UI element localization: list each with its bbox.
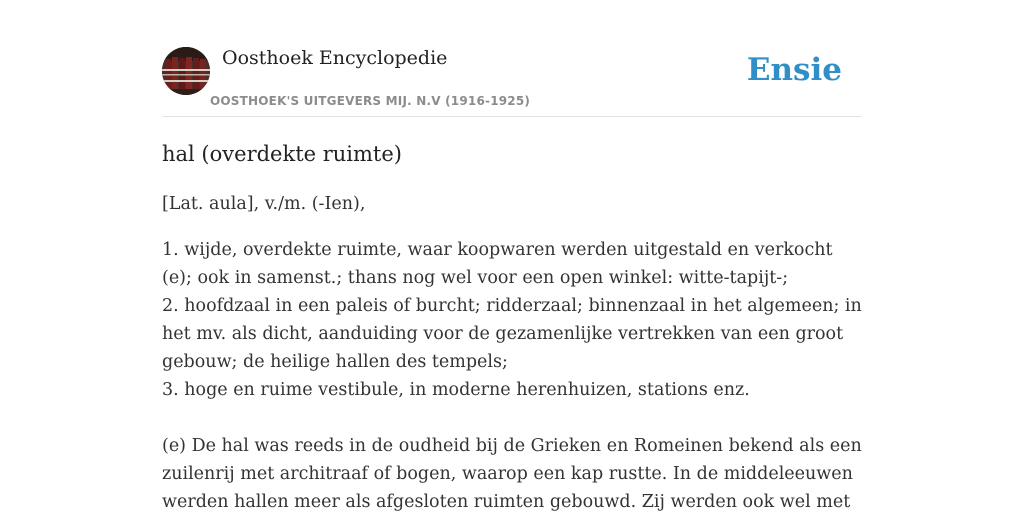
avatar[interactable] <box>162 47 210 95</box>
entry-title: hal (overdekte ruimte) <box>162 142 402 166</box>
entry-definitions <box>162 236 862 404</box>
entry-note: (e) De hal was reeds in de oudheid bij de Grieken en Romeinen bekend als een zuilenrij met architraaf of bogen, waarop een kap rustte. In de middeleeuwen werden hallen meer als afgesloten ruimten gebouwd. Zij werden ook wel met <box>162 436 862 512</box>
definition-item: 3. hoge en ruime vestibule, in moderne herenhuizen, stations enz. <box>162 380 750 400</box>
definition-item: 1. wijde, overdekte ruimte, waar koopwaren werden uitgestald en verkocht (e); ook in samenst.; thans nog wel voor een open winkel: witte-tapijt-; <box>162 240 833 288</box>
entry-etymology: [Lat. aula], v./m. (-Ien), <box>162 194 366 214</box>
publisher-label[interactable]: OOSTHOEK'S UITGEVERS MIJ. N.V (1916-1925) <box>210 94 531 108</box>
brand-logo-link[interactable]: Ensie <box>746 52 842 88</box>
site-header <box>162 46 862 117</box>
site-title[interactable]: Oosthoek Encyclopedie <box>222 47 448 69</box>
encyclopedia-books-icon <box>162 47 210 95</box>
definition-item: 2. hoofdzaal in een paleis of burcht; ridderzaal; binnenzaal in het algemeen; in het mv. als dicht, aanduiding voor de gezamenlijke vertrekken van een groot gebouw; de heilige hallen des tempels; <box>162 296 862 372</box>
entry-content <box>162 138 862 512</box>
